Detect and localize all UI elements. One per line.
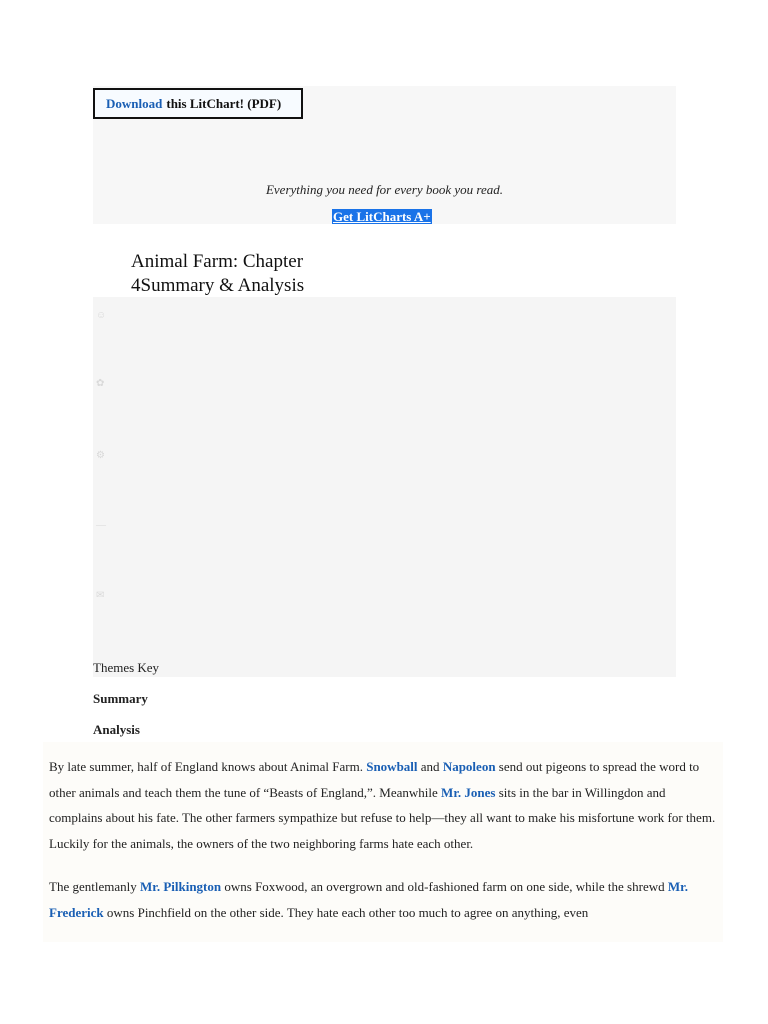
summary-paragraph-2: [49, 874, 717, 925]
theme-icon-2[interactable]: ✿: [96, 378, 105, 389]
page-title: [131, 250, 431, 298]
tagline: Everything you need for every book you read.: [265, 182, 504, 197]
theme-icon-1[interactable]: ☺: [96, 310, 107, 321]
paragraph-text: send out pigeons to spread the word to other animals and teach them the tune of “Beasts of England,”. Meanwhile: [49, 759, 700, 800]
character-link[interactable]: Mr. Pilkington: [139, 879, 222, 894]
character-link[interactable]: Snowball: [366, 759, 418, 774]
paragraph-text: owns Pinchfield on the other side. They hate each other too much to agree on anything, even: [103, 904, 589, 920]
themes-panel: [93, 297, 676, 677]
download-link[interactable]: Download: [106, 95, 163, 111]
theme-icon-3[interactable]: ⚙: [96, 450, 105, 461]
summary-heading: Summary: [93, 691, 148, 706]
paragraph-text: The gentlemanly: [49, 879, 140, 894]
paragraph-text: By late summer, half of England knows about Animal Farm.: [49, 759, 367, 774]
download-pdf-button[interactable]: [93, 88, 303, 119]
analysis-heading: Analysis: [93, 722, 140, 737]
page-title-line-1: Animal Farm: Chapter: [131, 251, 304, 272]
character-link[interactable]: Mr. Jones: [441, 784, 496, 800]
character-link[interactable]: Mr. Frederick: [49, 879, 688, 920]
theme-icon-4[interactable]: —: [96, 520, 106, 531]
summary-paragraph-1: [49, 754, 717, 856]
paragraph-text: owns Foxwood, an overgrown and old-fashioned farm on one side, while the shrewd: [221, 879, 668, 894]
page-title-line-2: 4Summary & Analysis: [131, 275, 305, 296]
character-link[interactable]: Napoleon: [442, 759, 496, 774]
theme-icon-5[interactable]: ✉: [96, 590, 105, 601]
paragraph-text: and: [417, 759, 443, 774]
get-litcharts-button[interactable]: Get LitCharts A+: [333, 209, 431, 224]
themes-key-label: Themes Key: [93, 660, 160, 675]
paragraph-text: sits in the bar in Willingdon and complains about his fate. The other farmers sympathize but refuse to help—they all want to make his misfortune work for them. Luckily for the animals, the owners of the two neighboring farms hate each other.: [49, 784, 716, 851]
download-label: this LitChart! (PDF): [166, 95, 282, 111]
